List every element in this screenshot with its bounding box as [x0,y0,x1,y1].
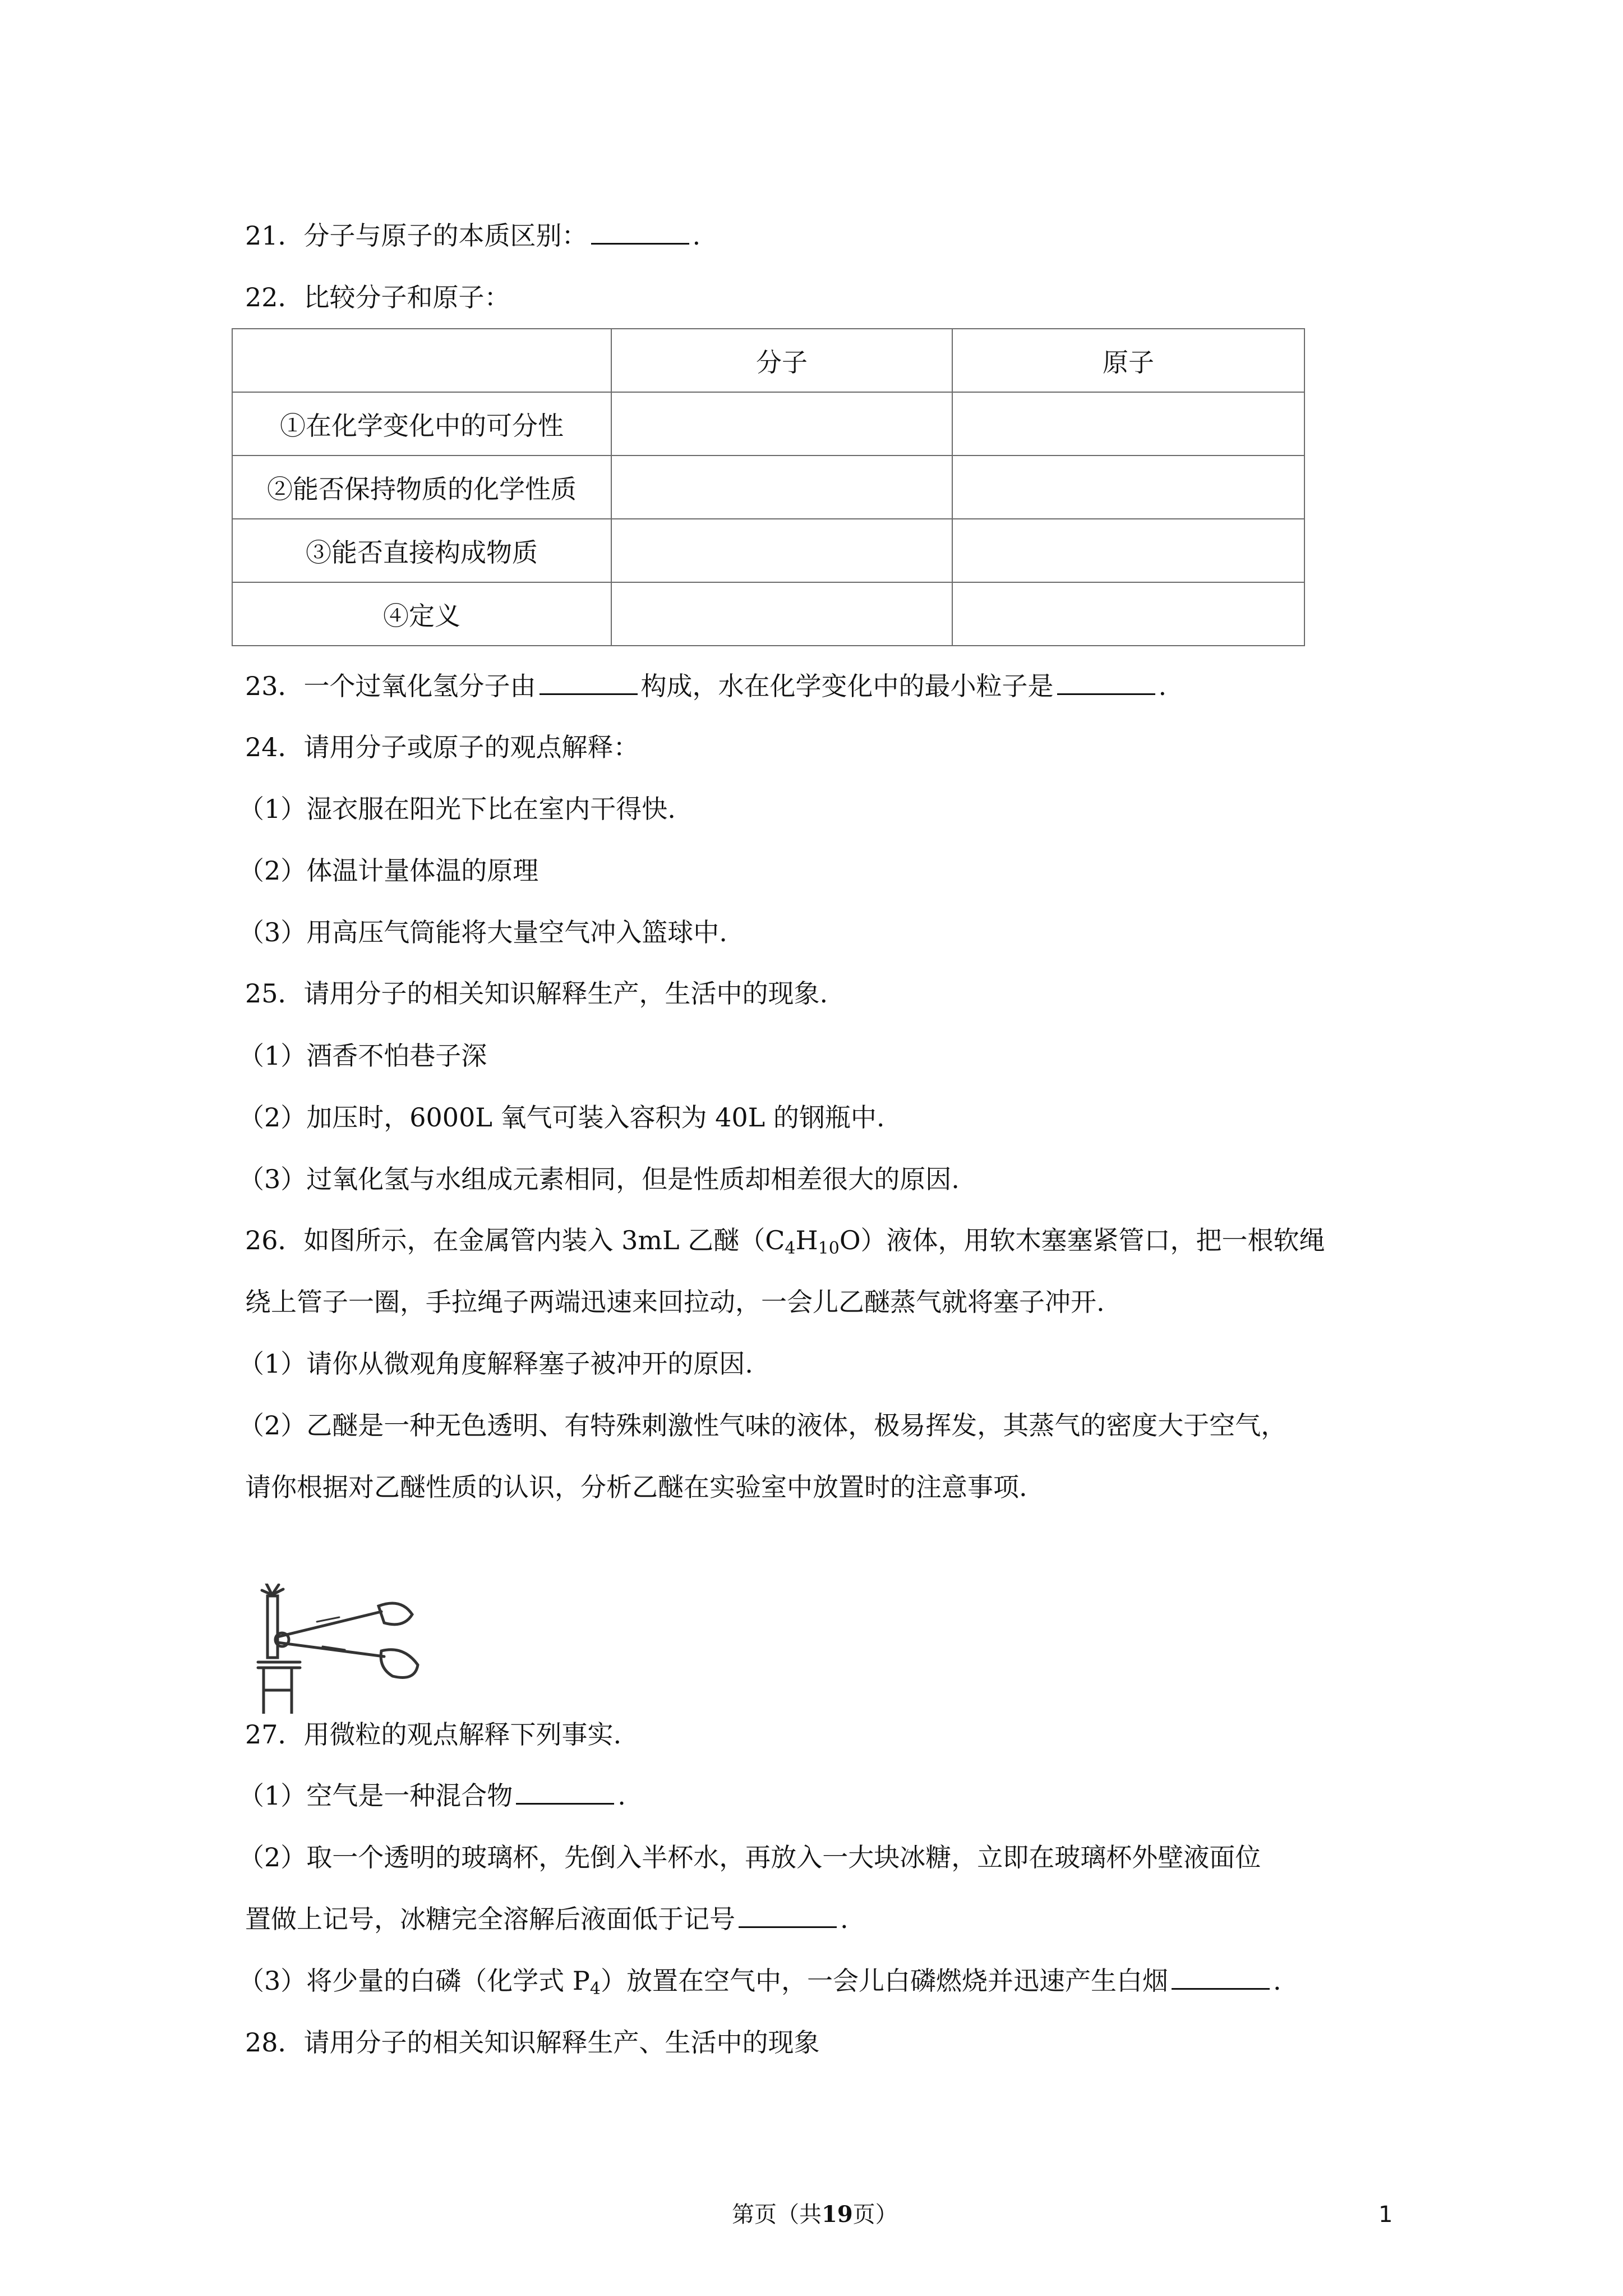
footer-text-a: 第页（共 [732,2202,822,2228]
question-26-text-h: H [795,1225,818,1255]
apparatus-figure [250,1584,443,1714]
question-24-item: （1）湿衣服在阳光下比在室内干得快. [238,794,676,824]
question-27-item2-text: 置做上记号，冰糖完全溶解后液面低于记号 [245,1904,735,1934]
question-23 [245,669,1166,703]
question-26-item: （1）请你从微观角度解释塞子被冲开的原因. [238,1349,753,1379]
table-row [232,519,1304,582]
question-24-item: （3）用高压气筒能将大量空气冲入篮球中. [238,917,727,947]
table-row-label: ①在化学变化中的可分性 [232,392,611,455]
table-cell[interactable] [611,455,952,519]
table-row-label: ②能否保持物质的化学性质 [232,455,611,519]
question-25-title: 25．请用分子的相关知识解释生产，生活中的现象. [245,978,828,1009]
question-23-part2: 构成，水在化学变化中的最小粒子是 [640,671,1054,701]
table-row [232,392,1304,455]
question-27-item1 [238,1779,626,1812]
question-24-item: （2）体温计量体温的原理 [238,855,539,886]
page-number: 1 [1378,2202,1393,2228]
answer-blank[interactable] [1172,1966,1270,1990]
footer-text-b: 页） [852,2202,898,2228]
period: . [1272,1966,1281,1996]
question-25-item: （2）加压时，6000L 氧气可装入容积为 40L 的钢瓶中. [238,1102,885,1133]
question-26-item-cont: 请你根据对乙醚性质的认识，分析乙醚在实验室中放置时的注意事项. [245,1472,1027,1502]
answer-blank[interactable] [739,1904,837,1928]
answer-blank[interactable] [1057,671,1155,695]
table-row [232,582,1304,646]
table-cell[interactable] [952,582,1304,646]
table-cell[interactable] [611,392,952,455]
table-cell[interactable] [952,519,1304,582]
page-footer [732,2201,898,2229]
subscript: 10 [818,1239,840,1258]
table-header-empty [232,329,611,392]
table-header-atom: 原子 [952,329,1304,392]
comparison-table [232,328,1305,646]
question-27-item3-text-b: ）放置在空气中，一会儿白磷燃烧并迅速产生白烟 [600,1966,1168,1996]
period: . [617,1780,626,1811]
question-26-text-a: 26．如图所示，在金属管内装入 3mL 乙醚（C [245,1225,785,1255]
table-cell[interactable] [611,582,952,646]
question-24-title: 24．请用分子或原子的观点解释： [245,732,639,762]
question-26-text-b: O）液体，用软木塞塞紧管口，把一根软绳 [839,1225,1325,1255]
answer-blank[interactable] [516,1780,614,1805]
period: . [692,220,701,251]
subscript: 4 [589,1979,601,1999]
question-22-title: 22．比较分子和原子： [245,282,510,312]
question-26-line1 [245,1223,1325,1266]
table-row [232,455,1304,519]
question-27-title: 27．用微粒的观点解释下列事实. [245,1719,622,1750]
subscript: 4 [785,1239,796,1258]
question-26-item: （2）乙醚是一种无色透明、有特殊刺激性气味的液体，极易挥发，其蒸气的密度大于空气， [238,1410,1287,1441]
question-26-line2: 绕上管子一圈，手拉绳子两端迅速来回拉动，一会儿乙醚蒸气就将塞子冲开. [245,1287,1105,1317]
question-21 [245,219,700,252]
question-27-item3 [238,1964,1281,2006]
footer-total-pages: 19 [822,2201,853,2228]
table-cell[interactable] [952,455,1304,519]
question-25-item: （1）酒香不怕巷子深 [238,1041,487,1071]
table-row-label: ③能否直接构成物质 [232,519,611,582]
period: . [1158,671,1167,701]
question-27-item3-text-a: （3）将少量的白磷（化学式 P [238,1966,590,1996]
table-row-label: ④定义 [232,582,611,646]
table-cell[interactable] [611,519,952,582]
answer-blank[interactable] [540,671,638,695]
question-25-item: （3）过氧化氢与水组成元素相同，但是性质却相差很大的原因. [238,1164,960,1194]
table-cell[interactable] [952,392,1304,455]
question-27-item2: （2）取一个透明的玻璃杯，先倒入半杯水，再放入一大块冰糖，立即在玻璃杯外壁液面位 [238,1842,1261,1872]
question-27-item1-text: （1）空气是一种混合物 [238,1780,513,1811]
table-header-row [232,329,1304,392]
answer-blank[interactable] [591,220,689,245]
question-28-title: 28．请用分子的相关知识解释生产、生活中的现象 [245,2027,820,2058]
question-23-part1: 23．一个过氧化氢分子由 [245,671,536,701]
question-21-text: 21．分子与原子的本质区别： [245,220,588,251]
table-header-molecule: 分子 [611,329,952,392]
period: . [840,1904,849,1934]
question-27-item2-cont [245,1902,849,1936]
